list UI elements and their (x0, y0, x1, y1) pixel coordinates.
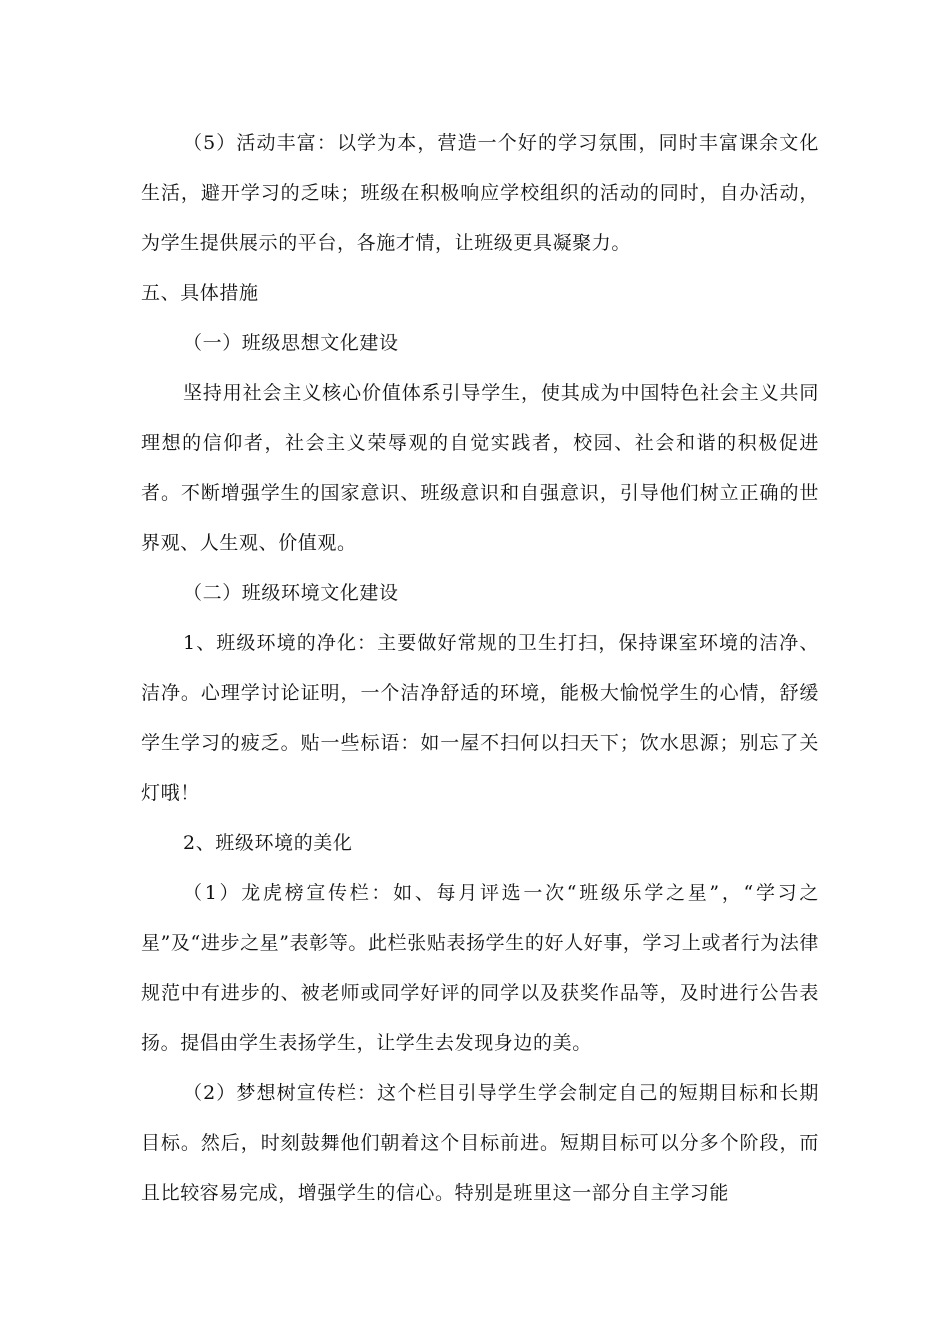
paragraph-environment-cleaning: 1、班级环境的净化：主要做好常规的卫生打扫，保持课室环境的洁净、洁净。心理学讨论证明，一个洁净舒适的环境，能极大愉悦学生的心情，舒缓学生学习的疲乏。贴一些标语：如一屋不扫何以扫天下；饮水思源；别忘了关灯哦！ (141, 632, 819, 804)
subheading-environment-culture: （二）班级环境文化建设 (183, 582, 399, 604)
paragraph-activities-rich: （5）活动丰富：以学为本，营造一个好的学习氛围，同时丰富课余文化生活，避开学习的乏味；班级在积极响应学校组织的活动的同时，自办活动，为学生提供展示的平台，各施才情，让班级更具凝聚力。 (141, 132, 819, 254)
document-page (141, 118, 819, 1218)
paragraph-dream-tree: （2）梦想树宣传栏：这个栏目引导学生学会制定自己的短期目标和长期目标。然后，时刻鼓舞他们朝着这个目标前进。短期目标可以分多个阶段，而且比较容易完成，增强学生的信心。特别是班里这一部分自主学习能 (141, 1082, 819, 1204)
subheading-environment-beautify: 2、班级环境的美化 (183, 832, 353, 854)
paragraph-honor-board: （1）龙虎榜宣传栏：如、每月评选一次“班级乐学之星”，“学习之星”及“进步之星”表彰等。此栏张贴表扬学生的好人好事，学习上或者行为法律规范中有进步的、被老师或同学好评的同学以及获奖作品等，及时进行公告表扬。提倡由学生表扬学生，让学生去发现身边的美。 (141, 882, 819, 1054)
paragraph-ideology-culture: 坚持用社会主义核心价值体系引导学生，使其成为中国特色社会主义共同理想的信仰者，社会主义荣辱观的自觉实践者，校园、社会和谐的积极促进者。不断增强学生的国家意识、班级意识和自强意识，引导他们树立正确的世界观、人生观、价值观。 (141, 382, 819, 554)
subheading-ideology-culture: （一）班级思想文化建设 (183, 332, 399, 354)
section-heading-specific-measures: 五、具体措施 (141, 282, 259, 304)
